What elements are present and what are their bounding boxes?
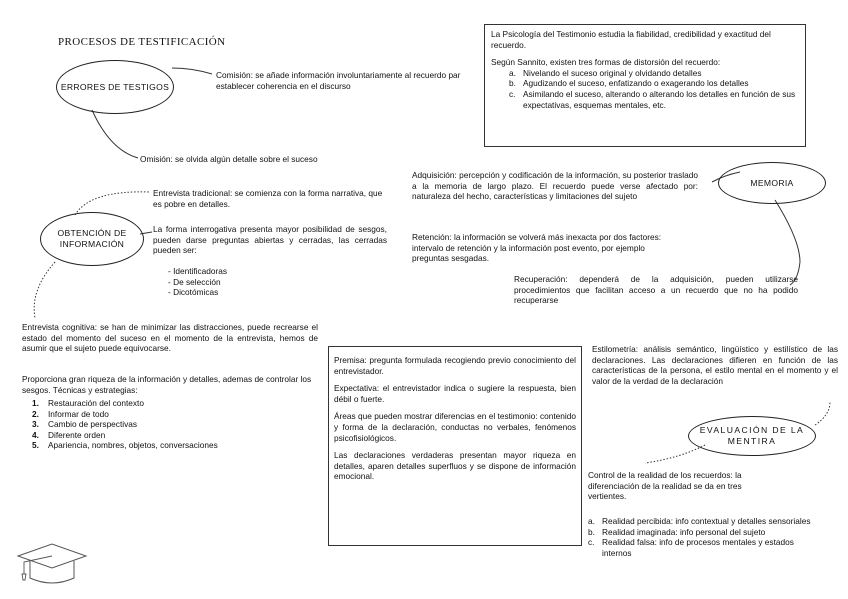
errores-oval: ERRORES DE TESTIGOS [56, 60, 174, 114]
declaraciones-text: Las declaraciones verdaderas presentan mayor riqueza en detalles, aparen detalles superfluos y se dispone de información emocional. [334, 450, 576, 482]
obtencion-oval: OBTENCIÓN DE INFORMACIÓN [40, 212, 144, 266]
retencion-text: Retención: la información se volverá más inexacta por dos factores: intervalo de retención y la información post evento, por ejemplo preguntas sesgadas. [412, 232, 662, 264]
omision-text: Omisión: se olvida algún detalle sobre el suceso [140, 154, 318, 164]
distortion-item: a. Nivelando el suceso original y olvidando detalles [509, 67, 702, 78]
evaluacion-oval: EVALUACIÓN DE LA MENTIRA [688, 416, 816, 456]
page-title: PROCESOS DE TESTIFICACIÓN [58, 36, 226, 48]
list-item: a. Realidad percibida: info contextual y detalles sensoriales [588, 516, 811, 526]
adquisicion-text: Adquisición: percepción y codificación de la información, su posterior traslado a la memoria de largo plazo. El recuerdo puede verse afectado por: naturaleza del hecho, características y limitaciones del sujeto [412, 170, 698, 202]
list-item: - Dicotómicas [168, 287, 227, 298]
premisa-text: Premisa: pregunta formulada recogiendo previo conocimiento del entrevistador. [334, 355, 576, 376]
list-item: 2. Informar de todo [32, 408, 109, 419]
list-item: 3. Cambio de perspectivas [32, 419, 138, 430]
tradicional-text: Entrevista tradicional: se comienza con la forma narrativa, que es pobre en detalles. [153, 188, 383, 209]
list-item: c. Realidad falsa: info de procesos mentales y estados internos [588, 537, 794, 558]
expectativa-text: Expectativa: el entrevistador indica o sugiere la respuesta, bien débil o fuerte. [334, 383, 576, 404]
list-item: - Identificadoras [168, 266, 227, 277]
control-text: Control de la realidad de los recuerdos: la diferenciación de la realidad se da en tres vertientes. [588, 470, 742, 502]
recuperacion-text: Recuperación: dependerá de la adquisición, pueden utilizarse procedimientos que facilitan acceso a un recuerdo que no ha podido recuperarse [514, 274, 798, 306]
list-item: 5. Apariencia, nombres, objetos, conversaciones [32, 440, 218, 451]
graduation-cap-icon [14, 540, 90, 592]
cognitiva-text: Entrevista cognitiva: se han de minimizar las distracciones, puede recrearse el estado del momento del suceso en el momento de la entrevista, hemos de asumir que el sujeto puede equivocarse. [22, 322, 318, 354]
cognitiva-techniques-intro: Proporciona gran riqueza de la información y detalles, ademas de controlar los sesgos. Técnicas y estrategias: [22, 374, 312, 395]
intro-paragraph: La Psicología del Testimonio estudia la fiabilidad, credibilidad y exactitud del recuerdo. [491, 29, 771, 50]
realidades-list [588, 516, 814, 558]
distortion-item: c. Asimilando el suceso, alterando o alterando los detalles en función de sus expectativas, esquemas mentales, etc. [509, 88, 796, 110]
areas-text: Áreas que pueden mostrar diferencias en el testimonio: contenido y forma de la declaración, conductas no verbales, fenómenos psicofisiológicos. [334, 411, 576, 443]
list-item: - De selección [168, 277, 227, 288]
list-item: b. Realidad imaginada: info personal del sujeto [588, 526, 766, 537]
distortion-item: b. Agudizando el suceso, enfatizando o exagerando los detalles [509, 78, 749, 89]
premisa-box [328, 346, 582, 546]
list-item: 4. Diferente orden [32, 429, 106, 440]
estilometria-text: Estilometría: análisis semántico, lingüístico y estilístico de las declaraciones. Las declaraciones difieren en función de las características de la persona, el estilo mental en el momento y el valor de la verdad de la declaración [592, 344, 838, 386]
list-item: 1. Restauración del contexto [32, 398, 144, 408]
techniques-list [32, 398, 322, 451]
closed-question-types [168, 266, 227, 298]
comision-text: Comisión: se añade información involuntariamente al recuerdo par establecer coherencia en el discurso [216, 70, 461, 91]
intro-box [484, 24, 806, 147]
interrogativa-text: La forma interrogativa presenta mayor posibilidad de sesgos, pueden darse preguntas abiertas y cerradas, las cerradas pueden ser: [153, 224, 387, 256]
memoria-oval: MEMORIA [718, 162, 826, 204]
intro-sannito: Según Sannito, existen tres formas de distorsión del recuerdo: [491, 57, 721, 68]
